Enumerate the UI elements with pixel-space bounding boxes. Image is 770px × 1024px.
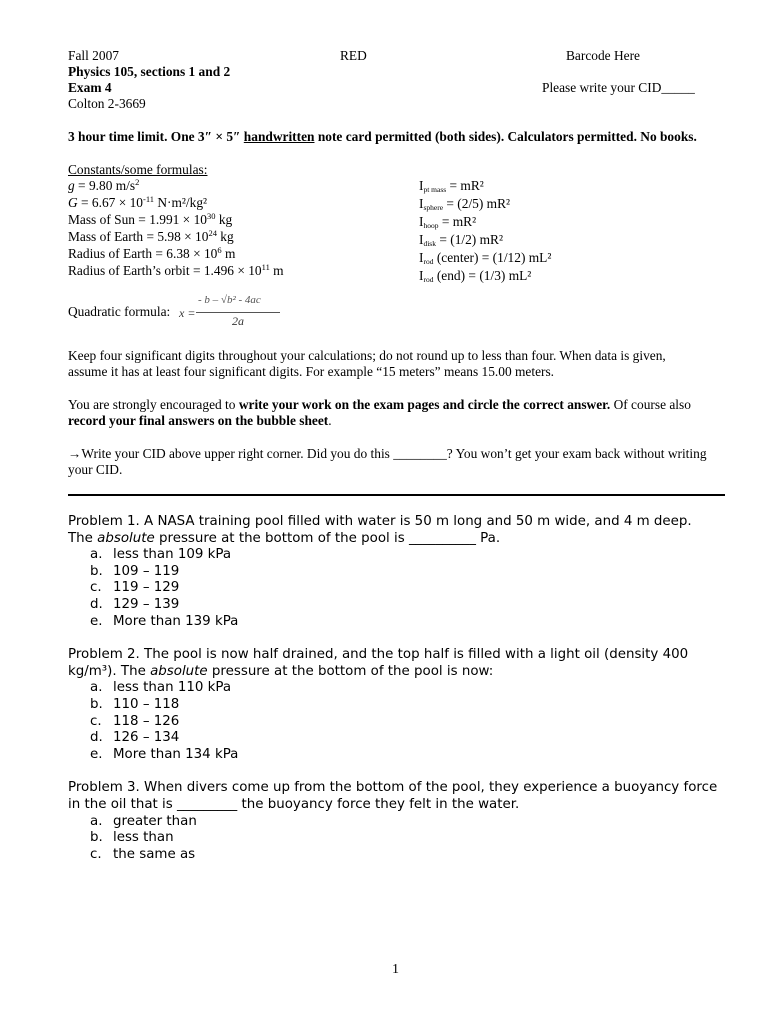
problem-text-cont: pressure at the bottom of the pool is __________ Pa. <box>154 530 501 546</box>
problem-emphasis: absolute <box>150 663 208 679</box>
inertia-subscript: rod <box>423 275 434 284</box>
inertia-subscript: sphere <box>423 203 444 212</box>
problem-3 <box>68 780 718 863</box>
constant-unit: kg <box>215 212 233 227</box>
constant-row <box>68 212 284 229</box>
inertia-symbol: I <box>419 250 424 265</box>
inertia-row <box>419 178 551 196</box>
option-letter: d. <box>90 730 103 746</box>
inertia-formula: (end) = (1/3) mL² <box>433 268 532 283</box>
option-letter: d. <box>90 596 103 612</box>
problem-stem <box>68 647 718 680</box>
moment-of-inertia-column <box>419 178 551 286</box>
constant-row <box>68 263 284 280</box>
constant-row <box>68 229 284 246</box>
instructor: Colton 2-3669 <box>68 96 146 111</box>
barcode-placeholder: Barcode Here <box>566 48 640 63</box>
option-letter: c. <box>90 846 102 862</box>
answer-options <box>68 814 718 864</box>
answer-option[interactable] <box>68 730 718 747</box>
option-text: 126 – 134 <box>113 730 180 746</box>
inertia-subscript: hoop <box>423 221 439 230</box>
problem-stem <box>68 514 718 547</box>
quadratic-formula <box>176 294 286 332</box>
exam-title: Exam 4 <box>68 80 112 95</box>
option-text: 110 – 118 <box>113 696 180 712</box>
time-limit: 3 hour time limit. One 3″ × 5″ <box>68 129 241 144</box>
constant-unit: m <box>269 263 284 278</box>
quadratic-numerator: - b – √b² - 4ac <box>198 294 261 306</box>
inertia-formula: = mR² <box>438 214 477 229</box>
inertia-symbol: I <box>419 178 424 193</box>
option-letter: c. <box>90 580 102 596</box>
inertia-subscript: disk <box>423 239 436 248</box>
constant-text: Radius of Earth’s orbit = 1.496 × 10 <box>68 263 262 278</box>
option-text: 119 – 129 <box>113 580 180 596</box>
answer-option[interactable] <box>68 680 718 697</box>
handwritten-word: handwritten <box>243 129 315 144</box>
inertia-symbol: I <box>419 214 424 229</box>
constant-exponent: 30 <box>206 211 216 221</box>
inertia-subscript: rod <box>423 257 434 266</box>
quadratic-denominator: 2a <box>232 314 244 328</box>
option-text: 109 – 119 <box>113 563 180 579</box>
answer-option[interactable] <box>68 697 718 714</box>
inertia-formula: = (1/2) mR² <box>435 232 503 247</box>
constant-text: Mass of Earth = 5.98 × 10 <box>68 229 209 244</box>
option-letter: a. <box>90 813 103 829</box>
answer-options <box>68 547 718 630</box>
option-text: More than 134 kPa <box>113 746 239 762</box>
option-text: greater than <box>113 813 197 829</box>
inertia-symbol: I <box>419 232 424 247</box>
problem-2 <box>68 647 718 763</box>
constant-unit: N·m²/kg² <box>154 195 208 210</box>
sigfig-instructions: Keep four significant digits throughout your calculations; do not round up to less than four. When data is given, assume it has at least four significant digits. For example “15 meters” means 15.00 meters. <box>68 348 666 379</box>
answer-option[interactable] <box>68 614 718 631</box>
work-instructions <box>68 397 728 429</box>
inertia-row <box>419 214 551 232</box>
problem-text: Problem 3. When divers come up from the bottom of the pool, they experience a buoyancy force in the oil that is _________ the buoyancy force they felt in the water. <box>68 780 718 812</box>
problem-text: Problem 1. A NASA training pool filled with water is 50 m long and 50 m wide, and 4 m deep. The <box>68 514 692 546</box>
constant-text: = 6.67 × 10 <box>77 195 143 210</box>
inertia-row <box>419 232 551 250</box>
answer-option[interactable] <box>68 580 718 597</box>
answer-option[interactable] <box>68 847 718 864</box>
cid-note: →Write your CID above upper right corner. Did you do this ________? You won’t get your exam back without writing your CID. <box>68 446 707 477</box>
course-title: Physics 105, sections 1 and 2 <box>68 64 231 79</box>
exam-term: Fall 2007 <box>68 48 119 63</box>
problem-text: Problem 2. The pool is now half drained, and the top half is filled with a light oil (density 400 kg/m³). The <box>68 647 689 679</box>
constant-exponent: -11 <box>143 194 155 204</box>
inertia-formula: = (2/5) mR² <box>443 196 511 211</box>
option-letter: c. <box>90 713 102 729</box>
constant-text: = 9.80 m/s <box>74 178 136 193</box>
rules-rest: note card permitted (both sides). Calculators permitted. No books. <box>314 129 697 144</box>
inertia-formula: = mR² <box>446 178 484 193</box>
answer-options <box>68 680 718 763</box>
section-divider <box>68 494 725 496</box>
option-letter: b. <box>90 563 103 579</box>
option-text: More than 139 kPa <box>113 613 239 629</box>
inertia-row <box>419 268 551 286</box>
inertia-subscript: pt mass <box>423 185 447 194</box>
exam-rules <box>68 129 697 145</box>
record-bold: record your final answers on the bubble sheet <box>68 413 329 428</box>
option-letter: e. <box>90 613 103 629</box>
option-letter: b. <box>90 830 103 846</box>
answer-option[interactable] <box>68 747 718 764</box>
inertia-row <box>419 196 551 214</box>
answer-option[interactable] <box>68 547 718 564</box>
constant-exponent: 11 <box>261 262 270 272</box>
encourage-text: You are strongly encouraged to <box>68 397 239 412</box>
constants-heading: Constants/some formulas: <box>68 162 208 177</box>
constant-text: Mass of Sun = 1.991 × 10 <box>68 212 207 227</box>
constant-row <box>68 178 284 195</box>
option-text: the same as <box>113 846 196 862</box>
constant-row <box>68 246 284 263</box>
quadratic-label: Quadratic formula: <box>68 304 171 319</box>
page-number: 1 <box>392 962 399 977</box>
problem-1 <box>68 514 718 630</box>
option-text: less than 110 kPa <box>113 680 232 696</box>
constant-exponent: 24 <box>208 228 217 238</box>
option-text: 129 – 139 <box>113 596 180 612</box>
quadratic-x: x = <box>179 306 196 320</box>
option-text: less than 109 kPa <box>113 547 232 563</box>
option-letter: e. <box>90 746 103 762</box>
inertia-row <box>419 250 551 268</box>
option-letter: b. <box>90 696 103 712</box>
constant-unit: m <box>221 246 236 261</box>
constant-unit: kg <box>216 229 234 244</box>
answer-option[interactable] <box>68 830 718 847</box>
inertia-symbol: I <box>419 196 424 211</box>
problem-emphasis: absolute <box>97 530 155 546</box>
problem-text-cont: pressure at the bottom of the pool is now: <box>207 663 494 679</box>
fraction-bar <box>196 312 280 313</box>
answer-option[interactable] <box>68 814 718 831</box>
problem-stem <box>68 780 718 813</box>
constants-left-column <box>68 178 284 280</box>
answer-option[interactable] <box>68 564 718 581</box>
encourage-text-2: Of course also <box>610 397 691 412</box>
constant-symbol: g <box>68 178 75 193</box>
constant-symbol: G <box>68 195 78 210</box>
constant-exponent: 6 <box>217 245 222 255</box>
constant-text: Radius of Earth = 6.38 × 10 <box>68 246 218 261</box>
option-letter: a. <box>90 547 103 563</box>
option-text: 118 – 126 <box>113 713 180 729</box>
answer-option[interactable] <box>68 714 718 731</box>
option-letter: a. <box>90 680 103 696</box>
problems-section <box>68 514 718 880</box>
option-text: less than <box>113 830 174 846</box>
encourage-period: . <box>328 413 332 428</box>
cid-prompt: Please write your CID_____ <box>542 80 695 95</box>
answer-option[interactable] <box>68 597 718 614</box>
constant-row <box>68 195 284 212</box>
inertia-formula: (center) = (1/12) mL² <box>433 250 552 265</box>
color-code: RED <box>340 48 367 63</box>
encourage-bold: write your work on the exam pages and circle the correct answer. <box>238 397 611 412</box>
inertia-symbol: I <box>419 268 424 283</box>
constant-exponent: 2 <box>135 177 140 187</box>
